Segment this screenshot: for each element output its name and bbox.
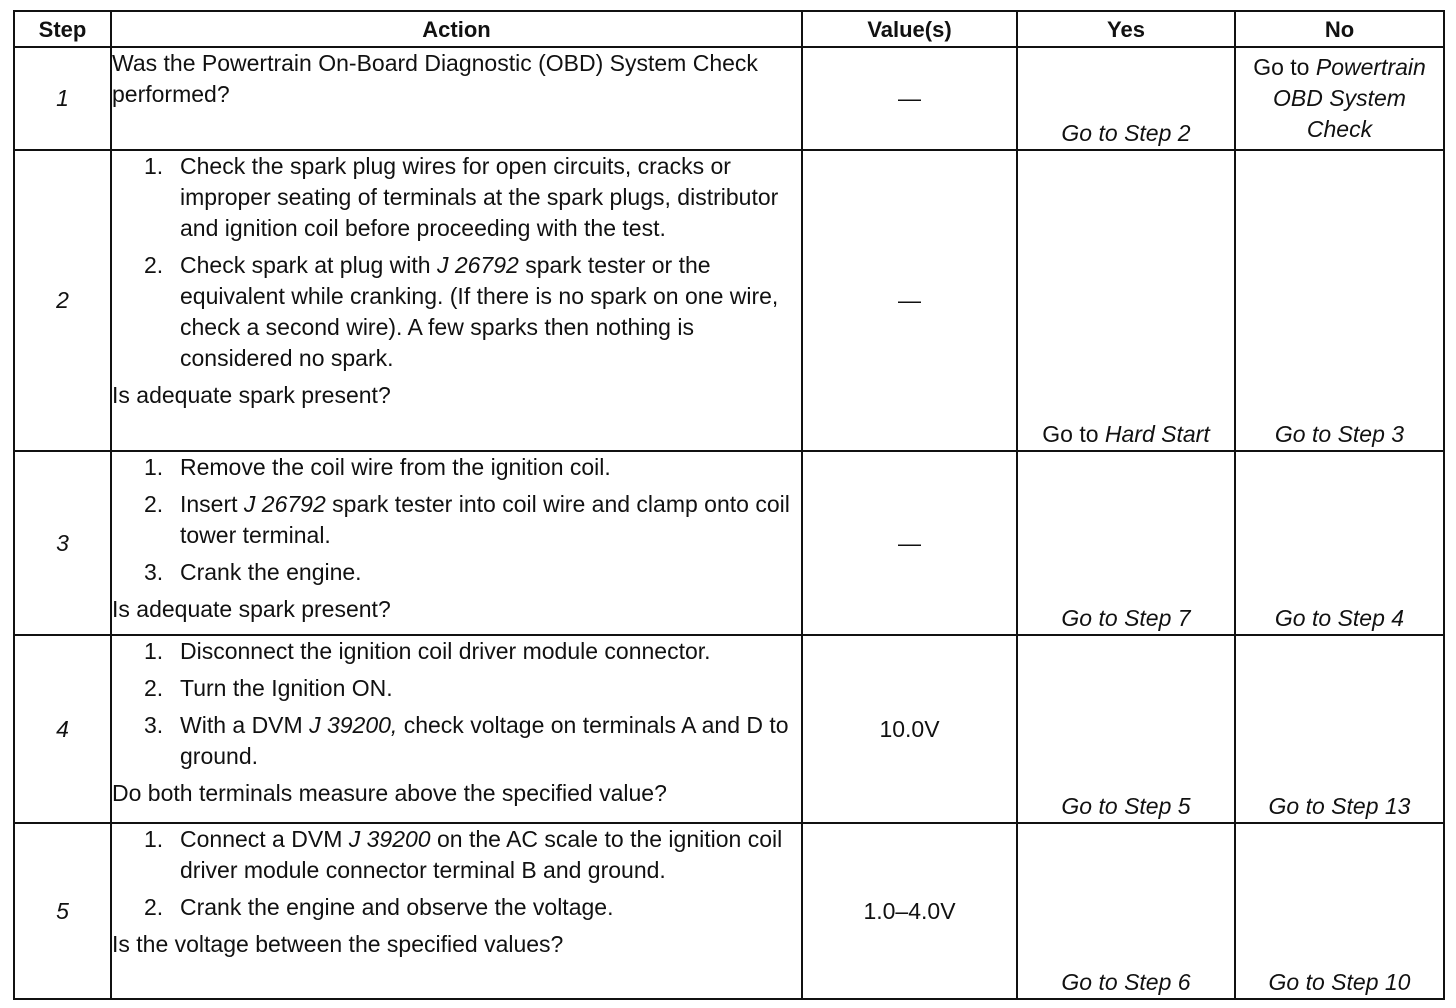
action-cell bbox=[111, 150, 802, 451]
no-link: Go to Step 4 bbox=[1274, 605, 1405, 631]
action-cell bbox=[111, 635, 802, 823]
value-cell: 1.0–4.0V bbox=[802, 823, 1017, 999]
action-step-number: 2. bbox=[144, 491, 164, 517]
action-step-text: Crank the engine and observe the voltage. bbox=[180, 894, 614, 920]
action-step bbox=[112, 151, 801, 244]
action-step-number: 1. bbox=[144, 153, 164, 179]
action-step bbox=[112, 250, 801, 374]
table-row-step-3 bbox=[14, 451, 1444, 635]
yes-link: Hard Start bbox=[1104, 421, 1210, 447]
value-cell: 10.0V bbox=[802, 635, 1017, 823]
value-cell: — bbox=[802, 451, 1017, 635]
value-cell: — bbox=[802, 150, 1017, 451]
action-step-number: 2. bbox=[144, 252, 164, 278]
action-question: Is the voltage between the specified values? bbox=[112, 931, 564, 957]
step-number: 1 bbox=[14, 47, 111, 150]
action-step-number: 2. bbox=[144, 894, 164, 920]
action-step-text: Crank the engine. bbox=[180, 559, 362, 585]
yes-cell bbox=[1017, 823, 1235, 999]
header-values: Value(s) bbox=[802, 11, 1017, 47]
header-action: Action bbox=[111, 11, 802, 47]
action-question: Was the Powertrain On-Board Diagnostic (OBD) System Check performed? bbox=[112, 50, 758, 107]
action-step-text: Remove the coil wire from the ignition coil. bbox=[180, 454, 611, 480]
action-step-number: 1. bbox=[144, 826, 164, 852]
header-yes: Yes bbox=[1017, 11, 1235, 47]
action-question: Is adequate spark present? bbox=[112, 382, 391, 408]
step-number: 5 bbox=[14, 823, 111, 999]
action-step-number: 1. bbox=[144, 638, 164, 664]
action-cell bbox=[111, 451, 802, 635]
yes-cell bbox=[1017, 47, 1235, 150]
tool-reference: J 39200, bbox=[309, 712, 398, 738]
action-cell bbox=[111, 47, 802, 150]
table-row-step-2 bbox=[14, 150, 1444, 451]
tool-reference: J 39200 bbox=[348, 826, 431, 852]
action-question: Do both terminals measure above the specified value? bbox=[112, 780, 667, 806]
diagnostic-table bbox=[13, 10, 1445, 1000]
header-row bbox=[14, 11, 1444, 47]
no-link: Go to Step 13 bbox=[1268, 793, 1411, 819]
table-row-step-1 bbox=[14, 47, 1444, 150]
yes-cell bbox=[1017, 635, 1235, 823]
action-step bbox=[112, 892, 801, 923]
action-step-number: 3. bbox=[144, 712, 164, 738]
action-step bbox=[112, 452, 801, 483]
action-step-text-post: spark tester into coil wire and clamp onto coil tower terminal. bbox=[180, 491, 790, 548]
no-cell bbox=[1235, 823, 1444, 999]
header-step: Step bbox=[14, 11, 111, 47]
yes-link: Go to Step 5 bbox=[1061, 793, 1191, 819]
step-number: 3 bbox=[14, 451, 111, 635]
action-step bbox=[112, 673, 801, 704]
no-prefix: Go to bbox=[1253, 54, 1316, 80]
tool-reference: J 26792 bbox=[436, 252, 519, 278]
no-cell bbox=[1235, 451, 1444, 635]
step-number: 4 bbox=[14, 635, 111, 823]
no-link: Go to Step 10 bbox=[1268, 969, 1411, 995]
action-steps bbox=[112, 151, 801, 374]
action-step-text-pre: Insert bbox=[180, 491, 244, 517]
yes-link: Go to Step 2 bbox=[1061, 120, 1191, 146]
no-cell bbox=[1235, 635, 1444, 823]
action-step-text-post: on the AC scale to the ignition coil driver module connector terminal B and ground. bbox=[180, 826, 783, 883]
yes-link: Go to Step 6 bbox=[1061, 969, 1191, 995]
action-step bbox=[112, 710, 801, 772]
action-step-text-pre: With a DVM bbox=[180, 712, 310, 738]
no-link: Powertrain OBD System Check bbox=[1273, 54, 1426, 142]
yes-cell bbox=[1017, 150, 1235, 451]
action-step-number: 1. bbox=[144, 454, 164, 480]
yes-cell bbox=[1017, 451, 1235, 635]
header-no: No bbox=[1235, 11, 1444, 47]
action-steps bbox=[112, 452, 801, 588]
action-step-text: Disconnect the ignition coil driver module connector. bbox=[180, 638, 711, 664]
no-link: Go to Step 3 bbox=[1274, 421, 1405, 447]
tool-reference: J 26792 bbox=[243, 491, 326, 517]
action-step-text-post: spark tester or the equivalent while cranking. (If there is no spark on one wire, check a second wire). A few sparks then nothing is considered no spark. bbox=[180, 252, 779, 371]
action-step-text-post: check voltage on terminals A and D to ground. bbox=[180, 712, 789, 769]
action-steps bbox=[112, 824, 801, 923]
table-row-step-5 bbox=[14, 823, 1444, 999]
yes-prefix: Go to bbox=[1042, 421, 1105, 447]
yes-link: Go to Step 7 bbox=[1061, 605, 1191, 631]
step-number: 2 bbox=[14, 150, 111, 451]
action-steps bbox=[112, 636, 801, 772]
action-step-text: Turn the Ignition ON. bbox=[180, 675, 393, 701]
action-step bbox=[112, 489, 801, 551]
action-step-text-pre: Check spark at plug with bbox=[180, 252, 437, 278]
action-question: Is adequate spark present? bbox=[112, 596, 391, 622]
action-step-number: 2. bbox=[144, 675, 164, 701]
action-cell bbox=[111, 823, 802, 999]
value-cell: — bbox=[802, 47, 1017, 150]
no-cell bbox=[1235, 47, 1444, 150]
action-step bbox=[112, 557, 801, 588]
action-step bbox=[112, 636, 801, 667]
no-cell bbox=[1235, 150, 1444, 451]
action-step-text: Check the spark plug wires for open circuits, cracks or improper seating of terminals at the spark plugs, distributor and ignition coil before proceeding with the test. bbox=[180, 153, 779, 241]
action-step-number: 3. bbox=[144, 559, 164, 585]
action-step-text-pre: Connect a DVM bbox=[180, 826, 349, 852]
action-step bbox=[112, 824, 801, 886]
table-row-step-4 bbox=[14, 635, 1444, 823]
